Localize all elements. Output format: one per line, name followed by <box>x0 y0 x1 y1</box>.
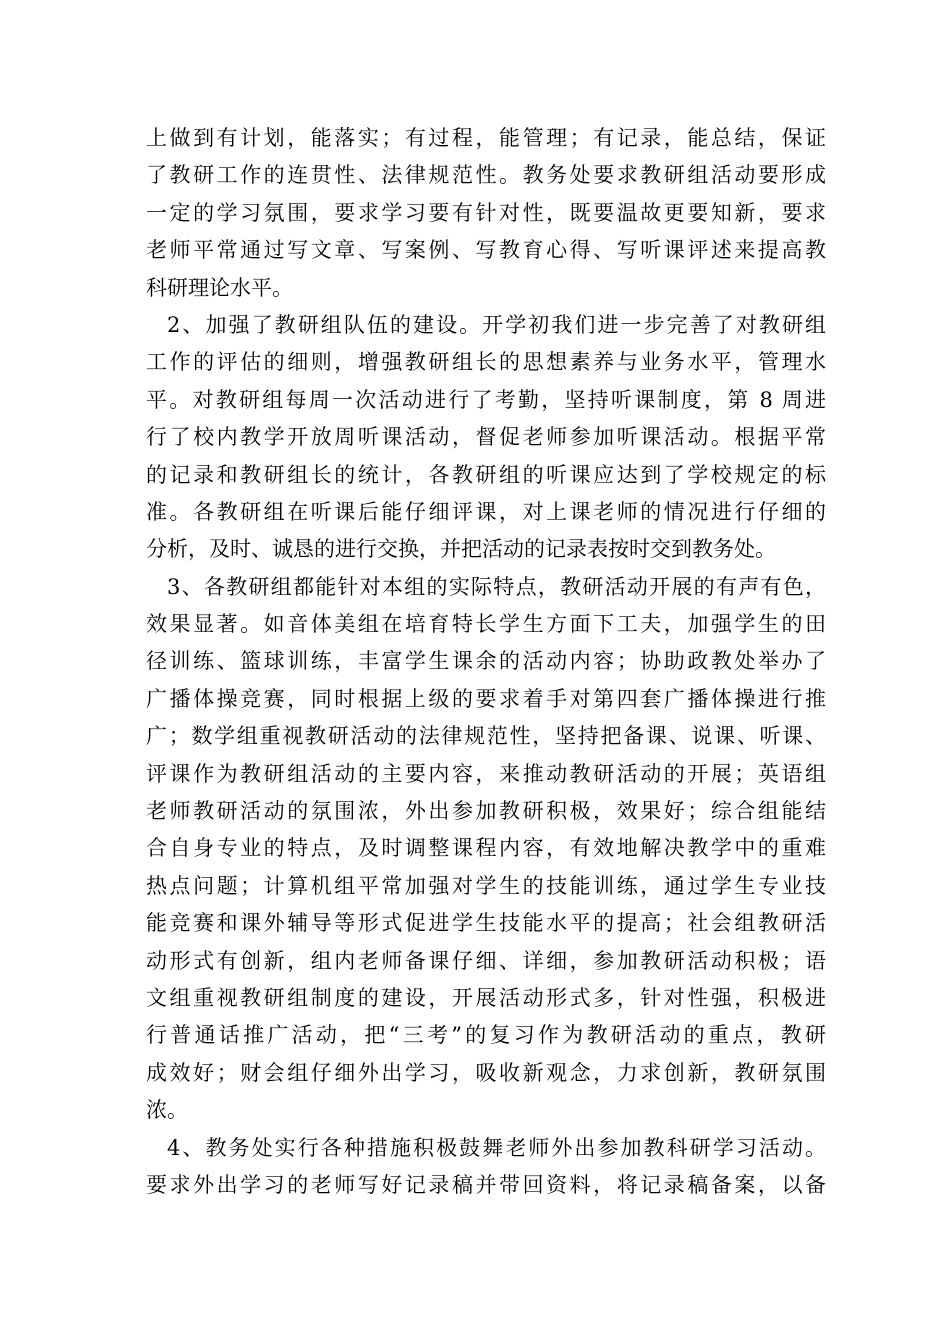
text-line: 科研理论水平。 <box>146 275 293 300</box>
text-line: 行普通话推广活动，把“三考”的复习作为教研活动的重点，教研 <box>146 1023 826 1048</box>
text-line: 要求外出学习的老师写好记录稿并带回资料，将记录稿备案，以备 <box>146 1172 826 1197</box>
text-line: 老师教研活动的氛围浓，外出参加教研积极，效果好；综合组能结 <box>146 799 826 824</box>
text-line: 工作的评估的细则，增强教研组长的思想素养与业务水平，管理水 <box>146 350 826 375</box>
text-line: 3、各教研组都能针对本组的实际特点，教研活动开展的有声有色， <box>167 574 826 599</box>
text-line: 径训练、篮球训练，丰富学生课余的活动内容；协助政教处举办了 <box>146 649 826 674</box>
text-line: 文组重视教研组制度的建设，开展活动形式多，针对性强，积极进 <box>146 985 826 1010</box>
text-line: 平。对教研组每周一次活动进行了考勤，坚持听课制度，第 8 周进 <box>146 387 826 412</box>
text-line: 上做到有计划，能落实；有过程，能管理；有记录，能总结，保证 <box>146 126 826 150</box>
text-line: 准。各教研组在听课后能仔细评课，对上课老师的情况进行仔细的 <box>146 499 826 524</box>
body-text <box>146 120 826 1204</box>
text-line: 热点问题；计算机组平常加强对学生的技能训练，通过学生专业技 <box>146 873 826 898</box>
text-line: 的记录和教研组长的统计，各教研组的听课应达到了学校规定的标 <box>146 462 826 487</box>
text-line: 动形式有创新，组内老师备课仔细、详细，参加教研活动积极；语 <box>146 948 826 973</box>
text-line: 浓。 <box>146 1098 188 1123</box>
text-line: 广播体操竞赛，同时根据上级的要求着手对第四套广播体操进行推 <box>146 686 826 711</box>
text-line: 一定的学习氛围，要求学习要有针对性，既要温故更要知新，要求 <box>146 200 826 225</box>
text-line: 能竞赛和课外辅导等形式促进学生技能水平的提高；社会组教研活 <box>146 911 826 936</box>
text-line: 行了校内教学开放周听课活动，督促老师参加听课活动。根据平常 <box>146 425 826 450</box>
text-line: 广；数学组重视教研活动的法律规范性，坚持把备课、说课、听课、 <box>146 724 826 749</box>
text-line: 4、教务处实行各种措施积极鼓舞老师外出参加教科研学习活动。 <box>167 1135 826 1160</box>
text-line: 了教研工作的连贯性、法律规范性。教务处要求教研组活动要形成 <box>146 163 826 188</box>
text-line: 2、加强了教研组队伍的建设。开学初我们进一步完善了对教研组 <box>167 312 826 337</box>
text-line: 评课作为教研组活动的主要内容，来推动教研活动的开展；英语组 <box>146 761 826 786</box>
text-line: 合自身专业的特点，及时调整课程内容，有效地解决教学中的重难 <box>146 836 826 861</box>
text-line: 老师平常通过写文章、写案例、写教育心得、写听课评述来提高教 <box>146 238 826 263</box>
text-line: 效果显著。如音体美组在培育特长学生方面下工夫，加强学生的田 <box>146 612 826 637</box>
text-line: 成效好；财会组仔细外出学习，吸收新观念，力求创新，教研氛围 <box>146 1060 826 1085</box>
text-line: 分析，及时、诚恳的进行交换，并把活动的记录表按时交到教务处。 <box>146 537 776 562</box>
